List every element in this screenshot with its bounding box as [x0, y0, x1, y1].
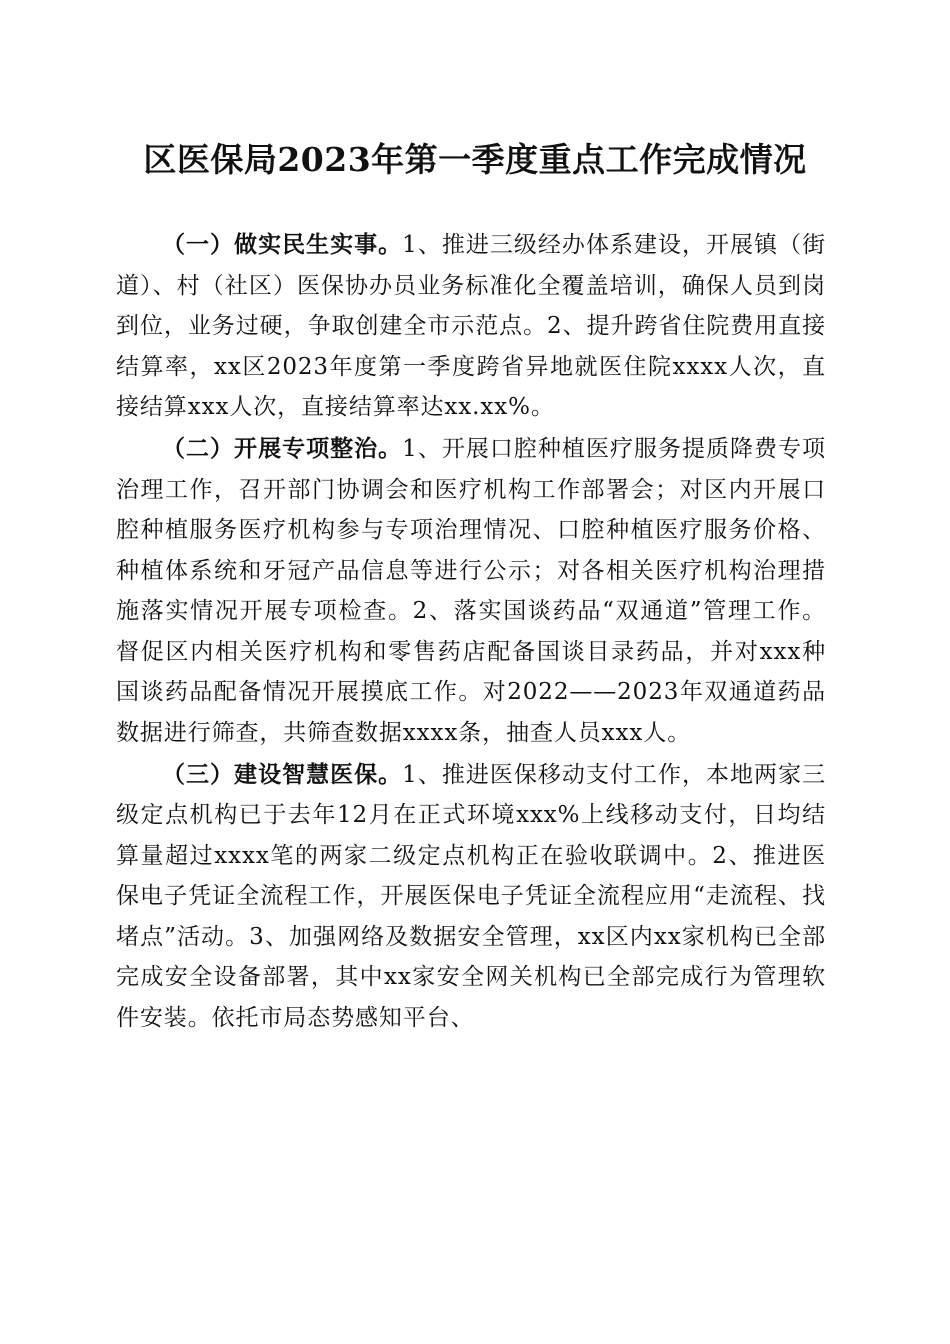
- section-3-text: 1、推进医保移动支付工作，本地两家三级定点机构已于去年12月在正式环境xxx%上线移动支付，日均结算量超过xxxx笔的两家二级定点机构正在验收联调中。2、推进医保电子凭证全流程工作，开展医保电子凭证全流程应用“走流程、找堵点”活动。3、加强网络及数据安全管理，xx区内xx家机构已全部完成安全设备部署，其中xx家安全网关机构已全部完成行为管理软件安装。依托市局态势感知平台、: [116, 761, 826, 1031]
- section-2-heading: （二）开展专项整治。: [162, 435, 403, 462]
- section-1-heading: （一）做实民生实事。: [162, 231, 403, 258]
- section-2-text: 1、开展口腔种植医疗服务提质降费专项治理工作，召开部门协调会和医疗机构工作部署会；对区内开展口腔种植服务医疗机构参与专项治理情况、口腔种植医疗服务价格、种植体系统和牙冠产品信息等进行公示；对各相关医疗机构治理措施落实情况开展专项检查。2、落实国谈药品“双通道”管理工作。督促区内相关医疗机构和零售药店配备国谈目录药品，并对xxx种国谈药品配备情况开展摸底工作。对2022——2023年双通道药品数据进行筛查，共筛查数据xxxx条，抽查人员xxx人。: [116, 436, 826, 746]
- document-body: [116, 225, 826, 1040]
- section-1-text: 1、推进三级经办体系建设，开展镇（街道）、村（社区）医保协办员业务标准化全覆盖培训，确保人员到岗到位，业务过硬，争取创建全市示范点。2、提升跨省住院费用直接结算率，xx区2023年度第一季度跨省异地就医住院xxxx人次，直接结算xxx人次，直接结算率达xx.xx%。: [116, 232, 826, 420]
- section-3-heading: （三）建设智慧医保。: [162, 760, 403, 788]
- section-1-paragraph: [116, 225, 826, 428]
- section-2-paragraph: [116, 429, 826, 753]
- document-title: 区医保局2023年第一季度重点工作完成情况: [143, 140, 807, 179]
- section-3-paragraph: [116, 755, 826, 1039]
